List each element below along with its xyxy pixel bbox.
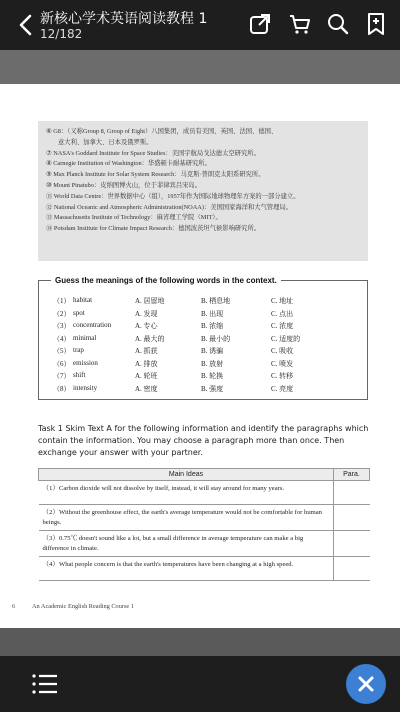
item-num: （5） <box>53 347 71 355</box>
main-ideas-table <box>38 468 370 581</box>
note-line: ⑧ Carnegie Institution of Washington：华盛顿卡耐基研究所。 <box>46 160 211 168</box>
note-line: ⑦ NASA's Goddard Institute for Space Studies：美国宇航局戈达德太空研究所。 <box>46 149 260 157</box>
item-word: habitat <box>73 296 93 304</box>
option-c: C. 地址 <box>271 297 294 305</box>
note-line: ⑬ Massachusetts Institute of Technology：麻省理工学院（MIT）。 <box>46 214 222 222</box>
table-row <box>39 505 370 531</box>
option-b: B. 出现 <box>201 309 224 318</box>
option-b: B. 浓缩 <box>201 322 224 330</box>
page-number: 6 <box>12 603 16 610</box>
bottom-bar <box>0 656 400 712</box>
para-cell <box>334 557 370 581</box>
main-idea-cell: （2）Without the greenhouse effect, the earth's average temperature would not be comfortable for human beings. <box>39 505 334 531</box>
close-fab-button[interactable] <box>346 664 386 704</box>
item-word: concentration <box>73 321 112 329</box>
menu-icon[interactable] <box>32 673 58 695</box>
note-line: ⑨ Max Planck Institute for Solar System Research：马克斯·普朗克太阳系研究所。 <box>46 171 265 179</box>
option-c: C. 转移 <box>271 372 294 380</box>
option-b: B. 诱骗 <box>201 347 224 355</box>
option-b: B. 强度 <box>201 384 224 393</box>
item-word: intensity <box>73 383 98 392</box>
para-cell <box>334 505 370 531</box>
note-line: ⑪ World Data Centre：世界数据中心（组），1957年作为国际地球物理年方案的一部分建立。 <box>46 192 300 200</box>
note-line: ⑥ G8：（又称Group 8, Group of Eight）八国集团，成员有美国、英国、法国、德国、 <box>46 128 278 135</box>
table-header-row <box>39 469 370 481</box>
back-icon[interactable] <box>14 10 38 40</box>
option-a: A. 密度 <box>135 384 158 393</box>
item-word: shift <box>73 371 86 379</box>
option-a: A. 抓获 <box>135 347 158 355</box>
item-word: emission <box>73 358 98 367</box>
note-line: ⑫ National Oceanic and Atmospheric Administration(NOAA)：美国国家海洋和大气管理局。 <box>46 203 293 211</box>
note-line: ⑭ Potsdam Institute for Climate Impact Research：德国波茨坦气候影响研究所。 <box>46 225 261 233</box>
option-c: C. 浓度 <box>271 322 294 330</box>
note-line: ⑩ Mount Pinatubo：皮纳图博火山，位于菲律宾吕宋岛。 <box>46 181 202 189</box>
task-instructions: Task 1 Skim Text A for the following information and identify the paragraphs which contain the information. You may choose a paragraph more than once. Then exchange your answer with your partner. <box>38 424 369 457</box>
option-c: C. 亮度 <box>271 384 294 393</box>
column-header-main-ideas: Main Ideas <box>39 469 334 481</box>
item-word: trap <box>73 346 84 354</box>
share-icon[interactable] <box>248 12 272 36</box>
page-footer <box>12 603 134 610</box>
top-bar <box>0 0 400 50</box>
option-a: A. 排放 <box>135 359 158 368</box>
item-num: （3） <box>53 322 71 330</box>
cart-icon[interactable] <box>288 12 312 36</box>
item-num: （2） <box>53 309 71 318</box>
option-c: C. 吸收 <box>271 347 294 355</box>
item-num: （1） <box>53 297 71 305</box>
main-idea-cell: （4）What people concern is that the earth's temperatures have been changing at a high speed. <box>39 557 334 581</box>
option-a: A. 轮班 <box>135 372 158 380</box>
option-b: B. 栖息地 <box>201 297 231 305</box>
guess-title: Guess the meanings of the following words in the context. <box>51 276 281 285</box>
item-word: minimal <box>73 333 97 342</box>
close-icon <box>346 664 386 704</box>
table-row <box>39 531 370 557</box>
option-b: B. 最小的 <box>201 334 231 343</box>
option-a: A. 发现 <box>135 309 158 318</box>
search-icon[interactable] <box>326 12 350 36</box>
option-c: C. 点出 <box>271 309 294 318</box>
bookmark-icon[interactable] <box>364 12 388 36</box>
book-title: 新核心学术英语阅读教程 1 <box>40 11 208 27</box>
option-b: B. 轮换 <box>201 372 224 380</box>
guess-box <box>38 276 368 400</box>
page-counter: 12/182 <box>40 27 83 41</box>
book-series-name: An Academic English Reading Course 1 <box>31 603 134 610</box>
option-a: A. 专心 <box>135 322 158 330</box>
item-num: （7） <box>53 372 71 380</box>
option-b: B. 放射 <box>201 359 224 368</box>
option-a: A. 最大的 <box>135 334 165 343</box>
table-row <box>39 557 370 581</box>
option-c: C. 适度的 <box>271 334 301 343</box>
item-word: spot <box>73 308 85 317</box>
item-num: （6） <box>53 359 71 368</box>
note-line: 意大利、加拿大、日本及俄罗斯。 <box>58 138 153 146</box>
table-row <box>39 481 370 505</box>
option-a: A. 居留地 <box>135 297 165 305</box>
para-cell <box>334 531 370 557</box>
item-num: （8） <box>53 384 71 393</box>
main-idea-cell: （3）0.75℃ doesn't sound like a lot, but a small difference in average temperature can make a big difference in climate. <box>39 531 334 557</box>
item-num: （4） <box>53 334 71 343</box>
column-header-para: Para. <box>334 469 370 481</box>
para-cell <box>334 481 370 505</box>
main-idea-cell: （1）Carbon dioxide will not dissolve by itself, instead, it will stay around for many years. <box>39 481 334 505</box>
notes-box <box>38 121 368 261</box>
page-gap <box>0 50 400 84</box>
option-c: C. 喷发 <box>271 359 294 368</box>
